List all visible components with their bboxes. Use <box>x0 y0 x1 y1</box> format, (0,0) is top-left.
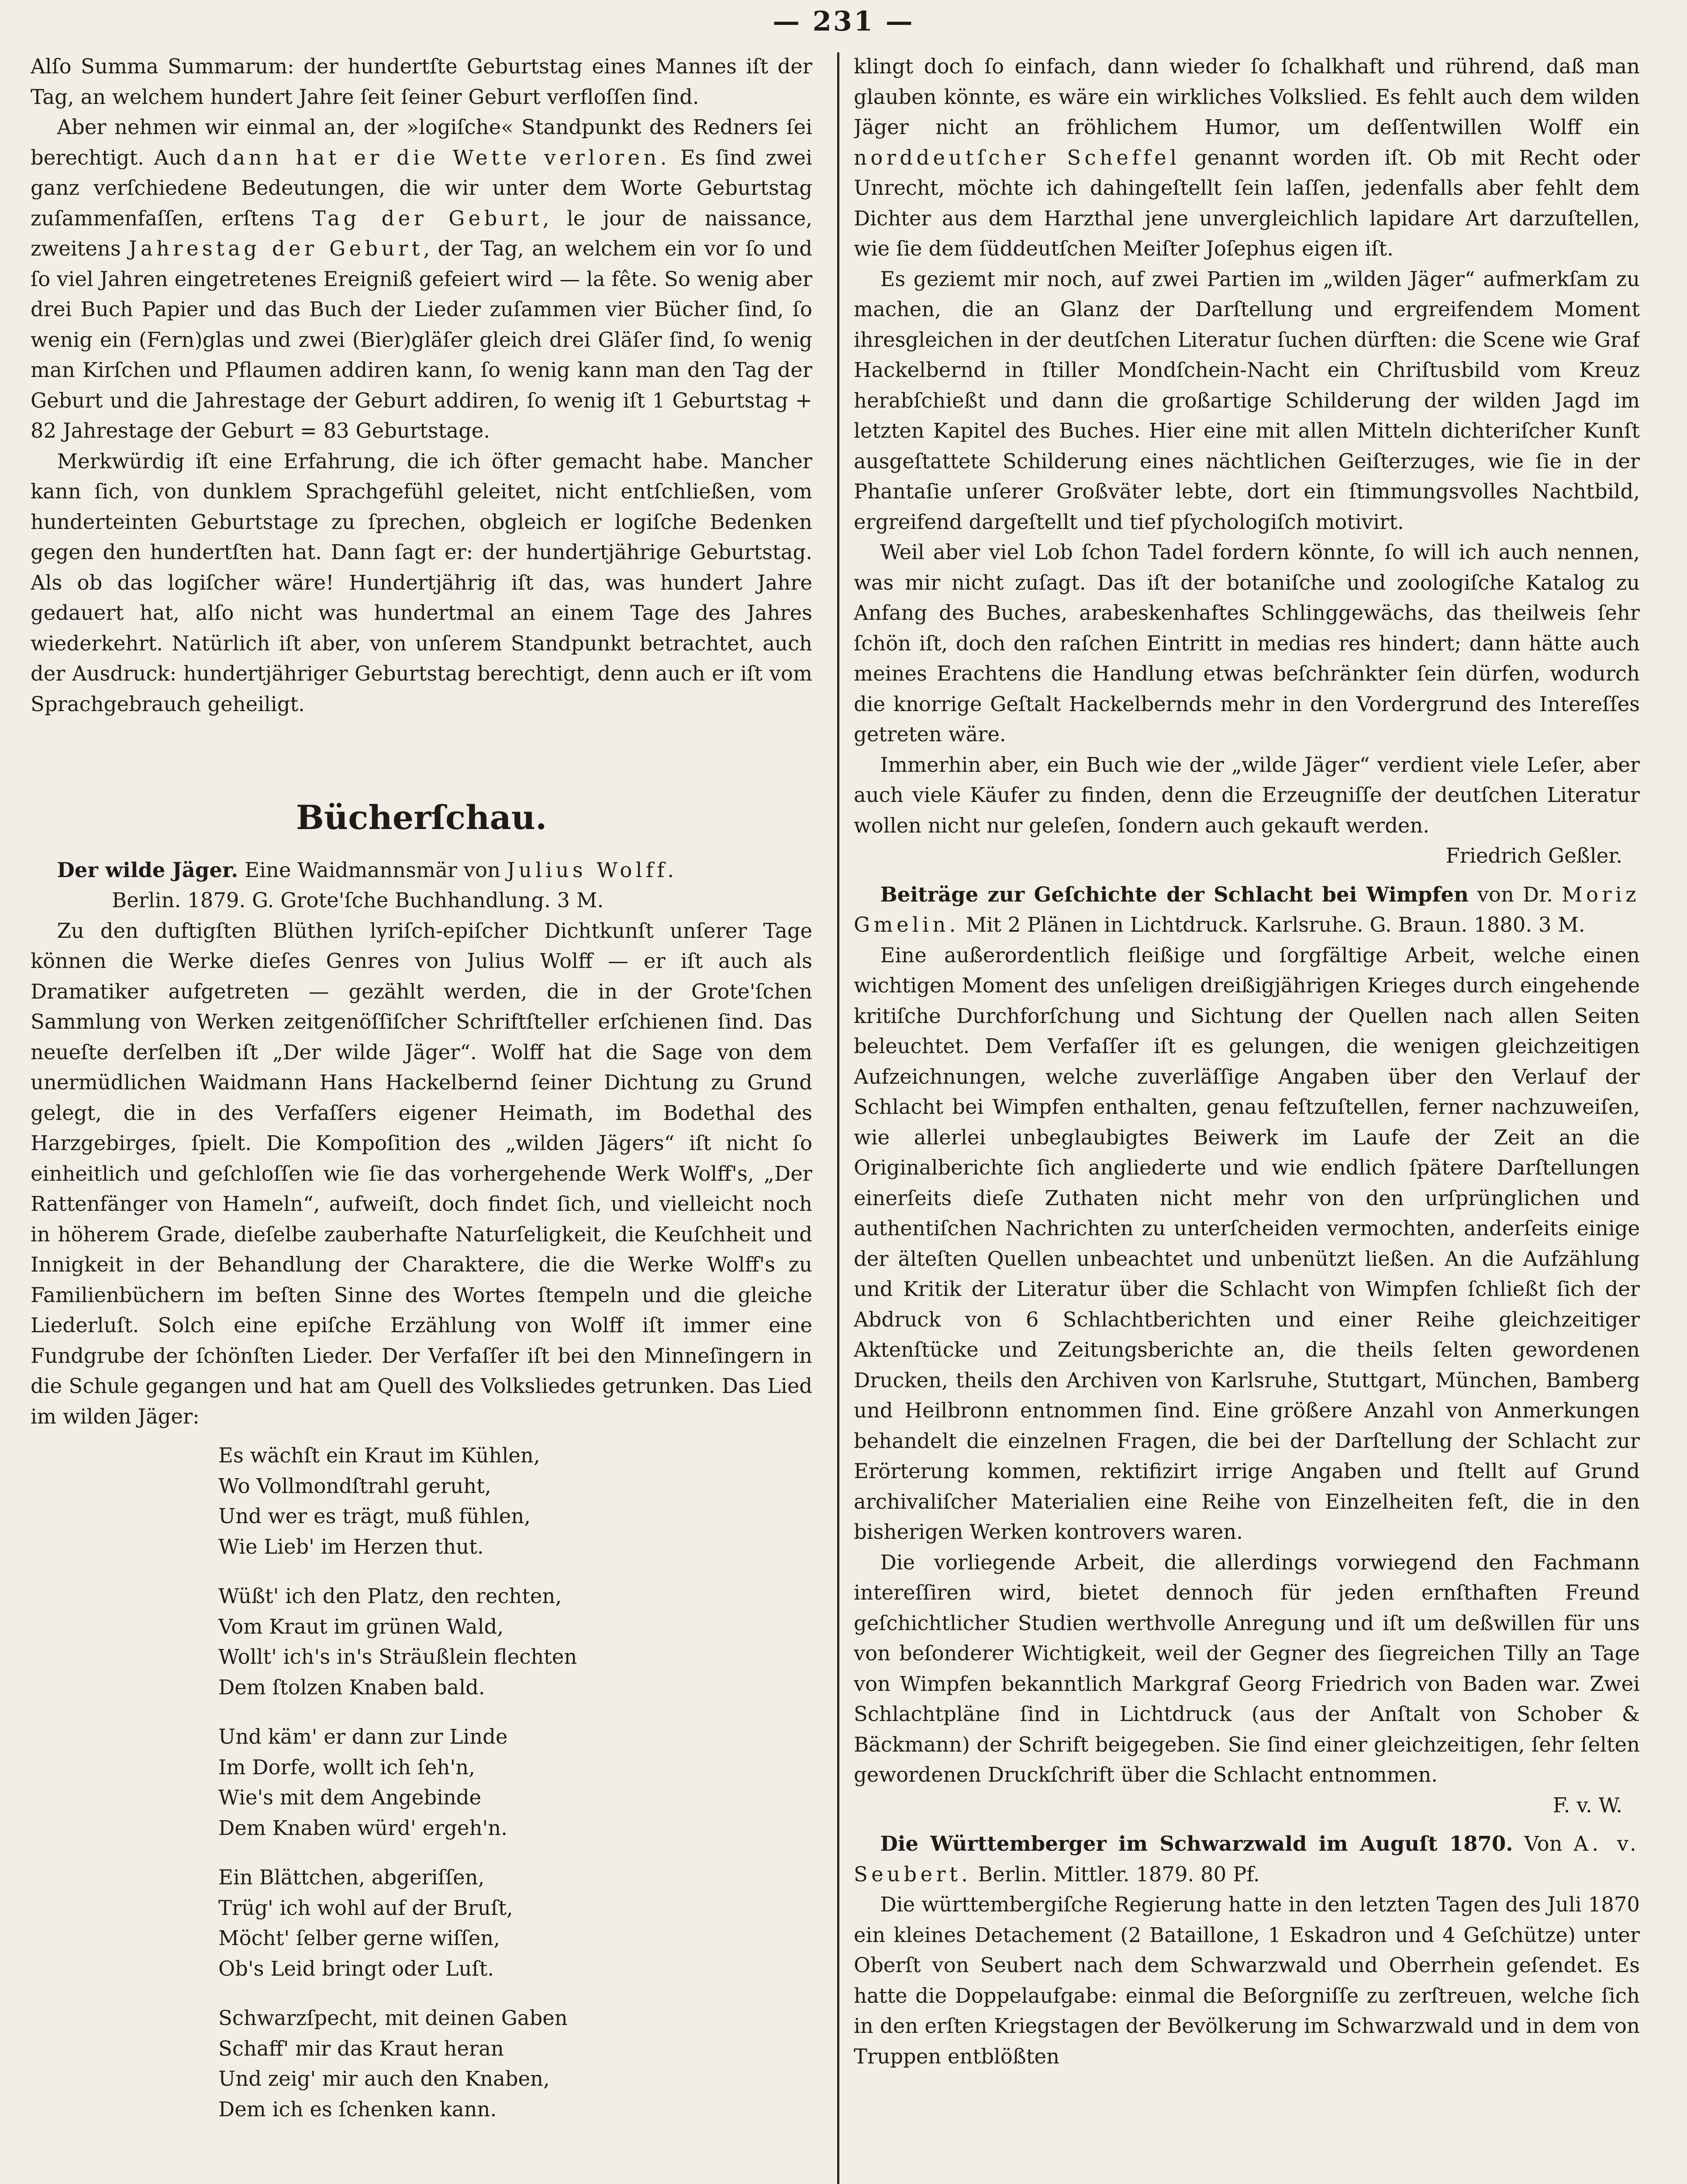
review-title-wuerttemberger <box>854 1828 1640 1890</box>
poem-line: Vom Kraut im grünen Wald, <box>218 1614 504 1638</box>
spaced-emphasis: Jahrestag der Geburt <box>128 237 424 260</box>
poem-line: Trüg' ich wohl auf der Bruſt, <box>218 1896 513 1920</box>
poem-line: Wüßt' ich den Platz, den rechten, <box>218 1584 562 1608</box>
poem-line: Dem ſtolzen Knaben bald. <box>218 1675 485 1699</box>
poem-line: Wo Vollmondſtrahl geruht, <box>218 1474 491 1498</box>
book-author: Julius Wolff. <box>507 858 678 882</box>
poem-stanza <box>218 2003 812 2125</box>
paragraph-review-wolff: Zu den duftigſten Blüthen lyriſch-epiſcher Dichtkunſt unſerer Tage können die Werke dieſes Genres von Julius Wolff — er iſt auch als Dramatiker aufgetreten — gezählt werden, die in der Grote'ſchen Sammlung von Werken zeitgenöſſiſcher Schriftſteller erſchienen ſind. Das neueſte derſelben iſt „Der wilde Jäger“. Wolff hat die Sage von dem unermüdlichen Waidmann Hans Hackelbernd ſeiner Dichtung zu Grund gelegt, die in des Verfaſſers eigener Heimath, im Bodethal des Harzgebirges, ſpielt. Die Kompoſition des „wilden Jägers“ iſt nicht ſo einheitlich und geſchloſſen wie ſie das vorhergehende Werk Wolff's, „Der Rattenfänger von Hameln“, aufweiſt, doch findet ſich, und vielleicht noch in höherem Grade, dieſelbe zauberhafte Naturſeligkeit, die Keuſchheit und Innigkeit in der Behandlung der Charaktere, die die Werke Wolff's zu Familienbüchern im beſten Sinne des Wortes ſtempeln und die gleiche Liederluſt. Solch eine epiſche Erzählung von Wolff iſt immer eine Fundgrube der ſchönſten Lieder. Der Verfaſſer iſt bei den Minneſingern in die Schule gegangen und hat am Quell des Volksliedes getrunken. Das Lied im wilden Jäger: <box>31 919 812 1428</box>
poem-line: Wollt' ich's in's Sträußlein flechten <box>218 1645 577 1669</box>
text-run: , le jour de naissance, zweitens <box>31 206 812 260</box>
poem-line: Möcht' ſelber gerne wiſſen, <box>218 1926 500 1950</box>
poem-line: Wie's mit dem Angebinde <box>218 1786 482 1809</box>
paragraph-experience: Merkwürdig iſt eine Erfahrung, die ich öfter gemacht habe. Mancher kann ſich, von dunklem Sprachgefühl geleitet, nicht entſchließen, vom hunderteinten Geburtstage zu ſprechen, obgleich er logiſche Bedenken gegen den hundertſten hat. Dann ſagt er: der hundertjährige Geburtstag. Als ob das logiſcher wäre! Hundertjährig iſt das, was hundert Jahre gedauert hat, alſo nicht was hundertmal an einem Tage des Jahres wiederkehrt. Natürlich iſt aber, von unſerem Standpunkt betrachtet, auch der Ausdruck: hundertjähriger Geburtstag berechtigt, denn auch er iſt vom Sprachgebrauch geheiligt. <box>31 449 812 716</box>
section-heading: Bücherſchau. <box>296 798 547 837</box>
poem-line: Dem Knaben würd' ergeh'n. <box>218 1816 507 1840</box>
paragraph-review-wimpfen: Eine außerordentlich fleißige und ſorgfältige Arbeit, welche einen wichtigen Moment des unſeligen dreißigjährigen Krieges durch eingehende kritiſche Durchforſchung und Sichtung der Quellen nach allen Seiten beleuchtet. Dem Verfaſſer iſt es gelungen, die wenigen gleichzeitigen Aufzeichnungen, welche zuverläſſige Angaben über den Verlauf der Schlacht bei Wimpfen enthalten, genau feſtzuſtellen, ferner nachzuweiſen, wie allerlei unbeglaubigtes Beiwerk im Laufe der Zeit an die Originalberichte ſich angliederte und wie endlich ſpätere Darſtellungen einerſeits dieſe Zuthaten nicht mehr von den urſprünglichen und authentiſchen Nachrichten zu unterſcheiden vermochten, anderſeits einige der älteſten Quellen unbeachtet und unbenützt ließen. An die Aufzählung und Kritik der Literatur über die Schlacht von Wimpfen ſchließt ſich der Abdruck von 6 Schlachtberichten und einer Reihe gleichzeitiger Aktenſtücke und Zeitungsberichte an, die theils ſelten gewordenen Drucken, theils den Archiven von Karlsruhe, Stuttgart, München, Bamberg und Heilbronn entnommen ſind. Eine größere Anzahl von Anmerkungen behandelt die einzelnen Fragen, die bei der Darſtellung der Schlacht zur Erörterung kommen, rektifizirt irrige Angaben und ſtellt auf Grund archivaliſcher Materialien eine Reihe von Einzelheiten feſt, die in den bisherigen Werken kontrovers waren. <box>854 943 1640 1544</box>
review-title-wilde-jaeger <box>31 855 812 886</box>
text-run: Es ſind zwei ganz verſchiedene Bedeutungen, die wir unter dem Worte Geburtstag zuſammenfaſſen, erſtens <box>31 145 812 230</box>
book-subtitle: von Dr. <box>1468 882 1562 906</box>
text-run: genannt worden iſt. Ob mit Recht oder Unrecht, möchte ich dahingeſtellt ſein laſſen, jedenfalls aber fehlt dem Dichter aus dem Harzthal jene unvergleichlich lapidare Art darzuſtellen, wie ſie dem ſüddeutſchen Meiſter Joſephus eigen iſt. <box>854 145 1640 260</box>
column-divider <box>837 52 839 2184</box>
poem-line: Und käm' er dann zur Linde <box>218 1725 508 1749</box>
left-column <box>31 52 812 2184</box>
poem-line: Wie Lieb' im Herzen thut. <box>218 1534 484 1559</box>
spaced-emphasis: dann hat er die Wette verloren. <box>216 145 670 169</box>
poem-stanza <box>218 1722 812 1843</box>
signature-fvw: F. v. W. <box>1552 1793 1622 1817</box>
poem-line: Schaff' mir das Kraut heran <box>218 2036 504 2060</box>
poem-line: Ob's Leid bringt oder Luſt. <box>218 1956 494 1980</box>
text-run: klingt doch ſo einfach, dann wieder ſo ſchalkhaft und rührend, daß man glauben könnte, es wäre ein wirkliches Volkslied. Es fehlt auch dem wilden Jäger nicht an fröhlichem Humor, um deſſentwillen Wolff ein <box>854 55 1640 139</box>
paragraph-review-wuerttemberger: Die württembergiſche Regierung hatte in den letzten Tagen des Juli 1870 ein kleines Detachement (2 Bataillone, 1 Eskadron und 4 Geſchütze) unter Oberſt von Seubert nach dem Schwarzwald und Oberrhein geſendet. Es hatte die Doppelaufgabe: einmal die Beſorgniſſe zu zerſtreuen, welche ſich in den erſten Kriegstagen der Bevölkerung im Schwarzwald und in dem von Truppen entblößten <box>854 1893 1640 2068</box>
text-run: Aber nehmen wir einmal an, der »logiſche« Standpunkt des Redners ſei berechtigt. Auch <box>31 115 812 169</box>
right-column <box>854 52 1640 2184</box>
book-title: Die Württemberger im Schwarzwald im Auguſt 1870. <box>880 1832 1513 1856</box>
poem-line: Und wer es trägt, muß fühlen, <box>218 1504 531 1528</box>
paragraph-two-parts: Es geziemt mir noch, auf zwei Partien im „wilden Jäger“ aufmerkſam zu machen, die an Glanz der Darſtellung und ergreifendem Moment ihresgleichen in der deutſchen Literatur ſuchen dürften: die Scene wie Graf Hackelbernd in ſtiller Mondſchein-Nacht ein Chriſtusbild vom Kreuz herabſchießt und dann die großartige Schilderung der wilden Jagd im letzten Kapitel des Buches. Hier eine mit allen Mitteln dichteriſcher Kunſt ausgeſtattete Schilderung eines nächtlichen Geiſterzuges, wie ſie in der Phantaſie unſerer Großväter lebte, dort ein ſtimmungsvolles Nachtbild, ergreifend dargeſtellt und tief pſychologiſch motivirt. <box>854 267 1640 534</box>
book-subtitle: Eine Waidmannsmär von <box>238 858 507 882</box>
paragraph-recommendation: Immerhin aber, ein Buch wie der „wilde Jäger“ verdient viele Leſer, aber auch viele Käufer zu finden, denn die Erzeugniſſe der deutſchen Literatur wollen nicht nur geleſen, ſondern auch gekauft werden. <box>854 753 1640 837</box>
paragraph-criticism: Weil aber viel Lob ſchon Tadel fordern könnte, ſo will ich auch nennen, was mir nicht zuſagt. Das iſt der botaniſche und zoologiſche Katalog zu Anfang des Buches, arabeskenhaftes Schlinggewächs, das theilweis ſehr ſchön iſt, doch den raſchen Eintritt in medias res hindert; dann hätte auch meines Erachtens die Handlung etwas beſchränkter ſein dürfen, wodurch die knorrige Geſtalt Hackelbernds mehr in den Vordergrund des Intereſſes getreten wäre. <box>854 540 1640 746</box>
poem-line: Und zeig' mir auch den Knaben, <box>218 2067 550 2091</box>
paragraph-continuation <box>854 52 1640 264</box>
text-run: , der Tag, an welchem ein vor ſo und ſo viel Jahren eingetretenes Ereigniß gefeiert wird — la fête. So wenig aber drei Buch Papier und das Buch der Lieder zuſammen vier Bücher ſind, ſo wenig ein (Fern)glas und zwei (Bier)gläſer gleich drei Gläſer ſind, ſo wenig man Kirſchen und Pflaumen addiren kann, ſo wenig kann man den Tag der Geburt und die Jahrestage der Geburt addiren, ſo wenig iſt 1 Geburtstag + 82 Jahrestage der Geburt = 83 Geburtstage. <box>31 237 812 442</box>
poem-line: Schwarzſpecht, mit deinen Gaben <box>218 2006 568 2030</box>
poem <box>218 1441 812 2125</box>
page-number: — 231 — <box>773 5 914 37</box>
book-publication: Mit 2 Plänen in Lichtdruck. Karlsruhe. G. Braun. 1880. 3 M. <box>959 913 1585 936</box>
poem-stanza <box>218 1863 812 1984</box>
spaced-emphasis: Tag der Geburt <box>312 206 543 230</box>
book-subtitle: Von <box>1513 1832 1574 1856</box>
poem-stanza <box>218 1441 812 1562</box>
poem-line: Es wächſt ein Kraut im Kühlen, <box>218 1444 540 1467</box>
paragraph-summa: Alſo Summa Summarum: der hundertſte Geburtstag eines Mannes iſt der Tag, an welchem hundert Jahre ſeit ſeiner Geburt verfloſſen ſind. <box>31 55 812 109</box>
spacer <box>854 871 1640 879</box>
poem-stanza <box>218 1581 812 1703</box>
poem-line: Dem ich es ſchenken kann. <box>218 2097 497 2121</box>
spaced-emphasis: norddeutſcher Scheffel <box>854 145 1180 169</box>
book-title: Beiträge zur Geſchichte der Schlacht bei Wimpfen <box>880 882 1469 906</box>
book-author: A. v. Seubert. <box>854 1832 1640 1886</box>
book-publication: Berlin. Mittler. 1879. 80 Pf. <box>971 1862 1260 1886</box>
poem-line: Im Dorfe, wollt ich ſeh'n, <box>218 1755 475 1779</box>
spacer <box>854 1821 1640 1828</box>
paragraph-logical-standpoint <box>31 112 812 446</box>
paragraph-review-wimpfen-2: Die vorliegende Arbeit, die allerdings vorwiegend den Fachmann intereſſiren wird, bietet dennoch für jeden ernſthaften Freund geſchichtlicher Studien werthvolle Anregung und iſt um deßwillen für uns von beſonderer Wichtigkeit, weil der Gegner des ſiegreichen Tilly an Tage von Wimpfen bekanntlich Markgraf Georg Friedrich von Baden war. Zwei Schlachtpläne ſind in Lichtdruck (aus der Anſtalt von Schober & Bäckmann) der Schrift beigegeben. Sie ſind einer gleichzeitigen, ſehr ſelten gewordenen Druckſchrift über die Schlacht entnommen. <box>854 1550 1640 1787</box>
review-title-wimpfen <box>854 879 1640 940</box>
book-publication: Berlin. 1879. G. Grote'ſche Buchhandlung. 3 M. <box>111 888 604 912</box>
poem-line: Ein Blättchen, abgeriſſen, <box>218 1866 485 1889</box>
signature-gessler: Friedrich Geßler. <box>1446 844 1622 867</box>
book-author: Moriz Gmelin. <box>854 882 1640 936</box>
book-title: Der wilde Jäger. <box>57 857 238 882</box>
